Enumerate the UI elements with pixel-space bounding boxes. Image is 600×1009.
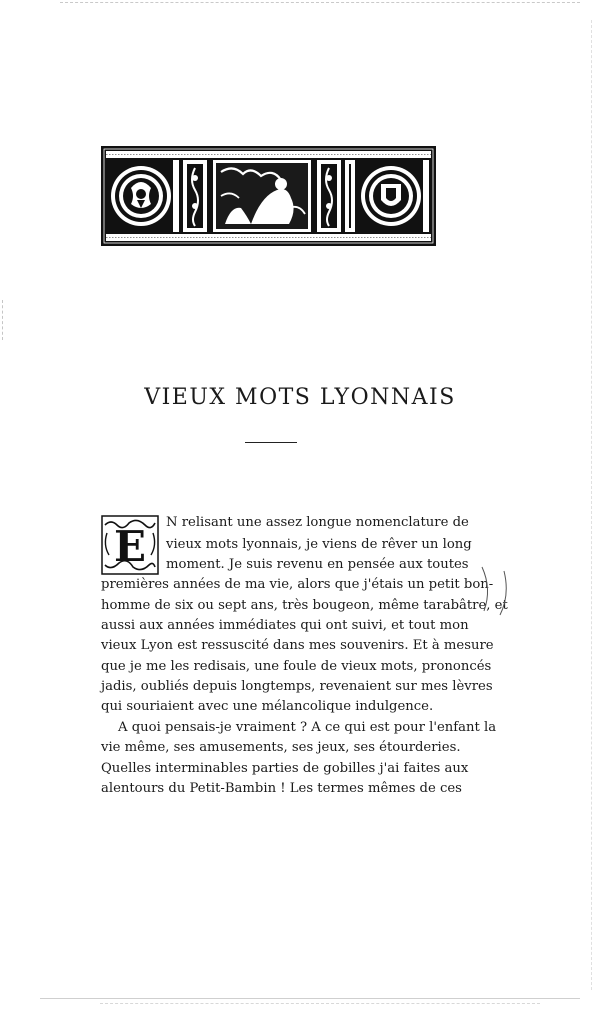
scan-edge-left <box>2 300 4 340</box>
text-line: N relisant une assez longue nomenclature de <box>166 515 469 530</box>
ornamental-headpiece <box>101 146 436 246</box>
drop-cap-letter: E <box>113 522 147 571</box>
text-line: aussi aux années immédiates qui ont suivi, et tout mon <box>101 618 469 633</box>
text-line: Quelles interminables parties de gobilles j'ai faites aux <box>101 761 469 776</box>
text-line: moment. Je suis revenu en pensée aux toutes <box>166 557 469 572</box>
scan-edge-bottom <box>40 998 580 1000</box>
text-line: vieux Lyon est ressuscité dans mes souvenirs. Et à mesure <box>101 638 494 653</box>
title-rule <box>245 442 297 443</box>
text-line: alentours du Petit-Bambin ! Les termes mêmes de ces <box>101 781 462 796</box>
text-line: qui souriaient avec une mélancolique indulgence. <box>101 699 434 714</box>
text-line: A quoi pensais-je vraiment ? A ce qui est pour l'enfant la <box>118 720 497 735</box>
scan-edge-bottom-2 <box>100 1003 540 1005</box>
text-line: premières années de ma vie, alors que j'étais un petit bon- <box>101 577 494 592</box>
ornamental-drop-cap <box>101 515 159 575</box>
text-line: vie même, ses amusements, ses jeux, ses étourderies. <box>101 740 461 755</box>
text-line: jadis, oubliés depuis longtemps, revenaient sur mes lèvres <box>101 679 493 694</box>
scan-edge-top <box>60 2 580 4</box>
scan-edge-right <box>591 20 593 990</box>
pencil-bracket-marks <box>476 565 516 625</box>
text-line: homme de six ou sept ans, très bougeon, même tarabâtre, et <box>101 598 508 613</box>
text-line: vieux mots lyonnais, je viens de rêver un long <box>166 537 472 552</box>
chapter-title: VIEUX MOTS LYONNAIS <box>144 384 456 410</box>
text-line: que je me les redisais, une foule de vieux mots, prononcés <box>101 659 492 674</box>
